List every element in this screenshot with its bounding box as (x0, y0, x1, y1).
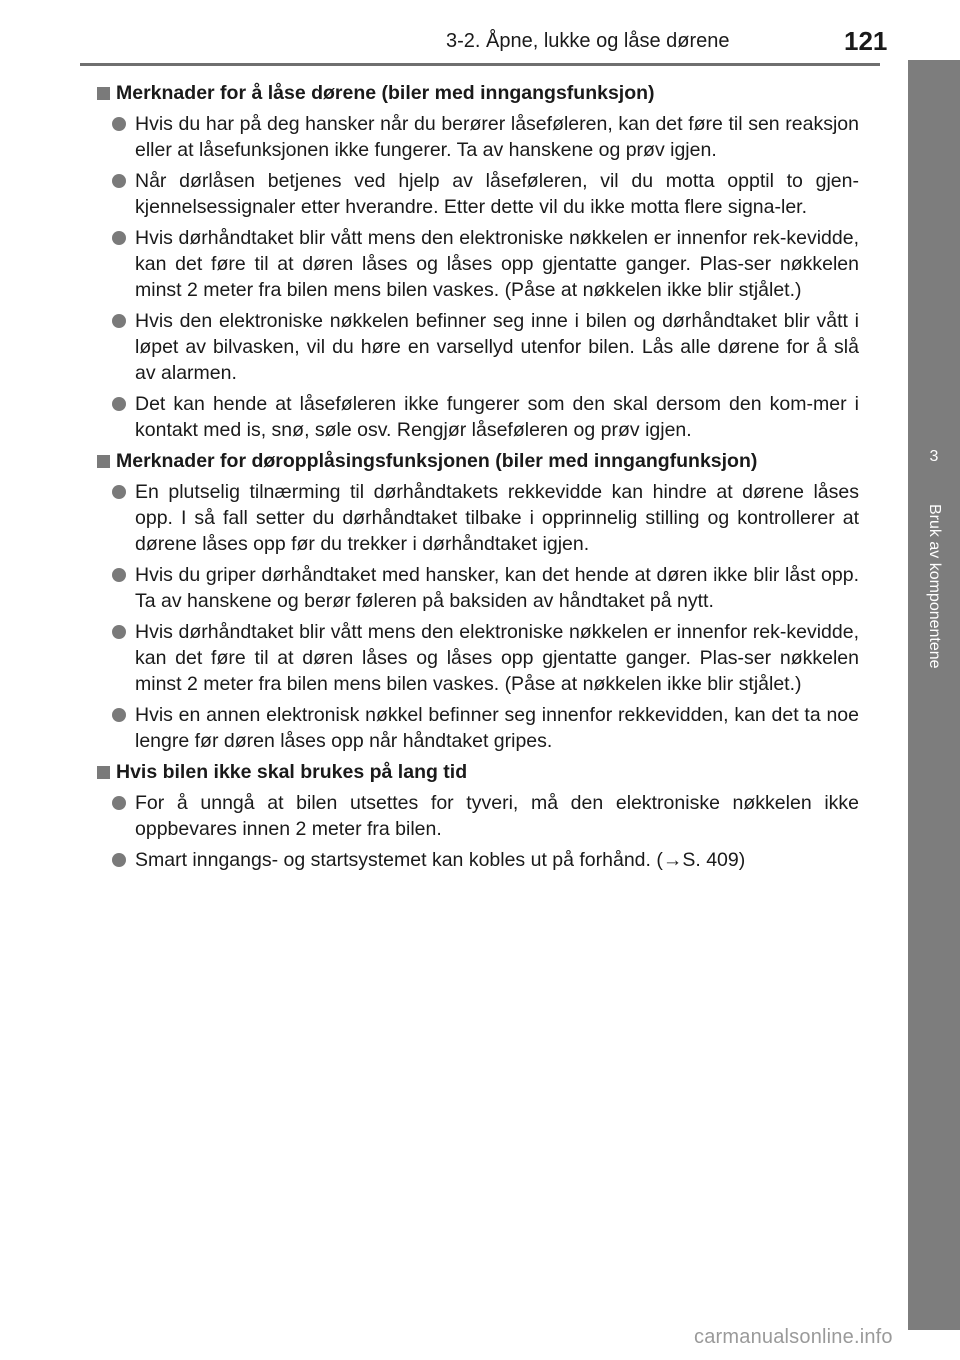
side-tab-lower (908, 864, 960, 1330)
chapter-number: 3 (929, 448, 939, 465)
square-bullet-icon (97, 455, 110, 468)
list-item (97, 168, 859, 220)
section-heading-text: Merknader for å låse dørene (biler med inngangsfunksjon) (116, 82, 655, 104)
square-bullet-icon (97, 87, 110, 100)
round-bullet-icon (112, 853, 126, 867)
header-title: 3-2. Åpne, lukke og låse dørene (446, 30, 730, 52)
section-long-term-storage (97, 759, 859, 873)
list-item (97, 619, 859, 697)
list-item (97, 702, 859, 754)
side-tab-upper (908, 60, 960, 424)
section-heading-text: Merknader for døropplåsingsfunksjonen (biler med inngangfunksjon) (116, 450, 758, 472)
list-item-text: En plutselig tilnærming til dørhåndtakets rekkevidde kan hindre at dørene låses opp. I så fall setter du dørhåndtaket tilbake i opprinnelig stilling og kontrollerer at dørene låses opp før du trekker i dørhåndtaket igjen. (135, 481, 859, 555)
chapter-name: Bruk av komponentene (926, 504, 943, 669)
section-heading-text: Hvis bilen ikke skal brukes på lang tid (116, 761, 468, 783)
list-item (97, 479, 859, 557)
round-bullet-icon (112, 708, 126, 722)
list-item (97, 562, 859, 614)
round-bullet-icon (112, 796, 126, 810)
list-item (97, 225, 859, 303)
round-bullet-icon (112, 174, 126, 188)
round-bullet-icon (112, 314, 126, 328)
round-bullet-icon (112, 485, 126, 499)
watermark-text: carmanualsonline.info (694, 1326, 893, 1348)
list-item (97, 308, 859, 386)
chapter-side-tab (908, 60, 960, 1330)
section-unlocking-notes (97, 448, 859, 754)
section-heading (97, 80, 859, 106)
page-number: 121 (844, 26, 888, 56)
section-locking-notes (97, 80, 859, 443)
list-item-text: Når dørlåsen betjenes ved hjelp av låseføleren, vil du motta opptil to gjen-kjennelsessignaler etter hverandre. Etter dette vil du ikke motta flere signa-ler. (135, 170, 859, 218)
list-item (97, 111, 859, 163)
round-bullet-icon (112, 231, 126, 245)
round-bullet-icon (112, 568, 126, 582)
list-item (97, 391, 859, 443)
list-item-text: Hvis den elektroniske nøkkelen befinner seg inne i bilen og dørhåndtaket blir vått i løpet av bilvasken, vil du høre en varsellyd utenfor bilen. Lås alle dørene for å slå av alarmen. (135, 310, 859, 384)
list-item-text: Hvis dørhåndtaket blir vått mens den elektroniske nøkkelen er innenfor rek-kevidde, kan det føre til at døren låses og låses opp gjentatte ganger. Plas-ser nøkkelen minst 2 meter fra bilen mens bilen vaskes. (Påse at nøkkelen ikke blir stjålet.) (135, 621, 859, 695)
section-heading (97, 448, 859, 474)
page-content (97, 80, 859, 878)
list-item-text: For å unngå at bilen utsettes for tyveri, må den elektroniske nøkkelen ikke oppbevares innen 2 meter fra bilen. (135, 792, 859, 840)
round-bullet-icon (112, 117, 126, 131)
header-divider (80, 63, 880, 66)
list-item-text: Det kan hende at låseføleren ikke fungerer som den skal dersom den kom-mer i kontakt med is, snø, søle osv. Rengjør låseføleren og prøv igjen. (135, 393, 859, 441)
list-item-text: Hvis en annen elektronisk nøkkel befinner seg innenfor rekkevidden, kan det ta noe lengre før døren låses opp når håndtaket gripes. (135, 704, 859, 752)
list-item (97, 790, 859, 842)
list-item-text: Smart inngangs- og startsystemet kan kobles ut på forhånd. (→S. 409) (135, 849, 746, 871)
side-tab-active-chapter[interactable] (908, 424, 960, 864)
list-item-text: Hvis du griper dørhåndtaket med hansker, kan det hende at døren ikke blir låst opp. Ta av hanskene og berør føleren på baksiden av håndtaket på nytt. (135, 564, 859, 612)
square-bullet-icon (97, 766, 110, 779)
list-item-text: Hvis dørhåndtaket blir vått mens den elektroniske nøkkelen er innenfor rek-kevidde, kan det føre til at døren låses og låses opp gjentatte ganger. Plas-ser nøkkelen minst 2 meter fra bilen mens bilen vaskes. (Påse at nøkkelen ikke blir stjålet.) (135, 227, 859, 301)
section-heading (97, 759, 859, 785)
round-bullet-icon (112, 397, 126, 411)
list-item (97, 847, 859, 873)
list-item-text: Hvis du har på deg hansker når du berører låseføleren, kan det føre til sen reaksjon eller at låsefunksjonen ikke fungerer. Ta av hanskene og prøv igjen. (135, 113, 859, 161)
round-bullet-icon (112, 625, 126, 639)
